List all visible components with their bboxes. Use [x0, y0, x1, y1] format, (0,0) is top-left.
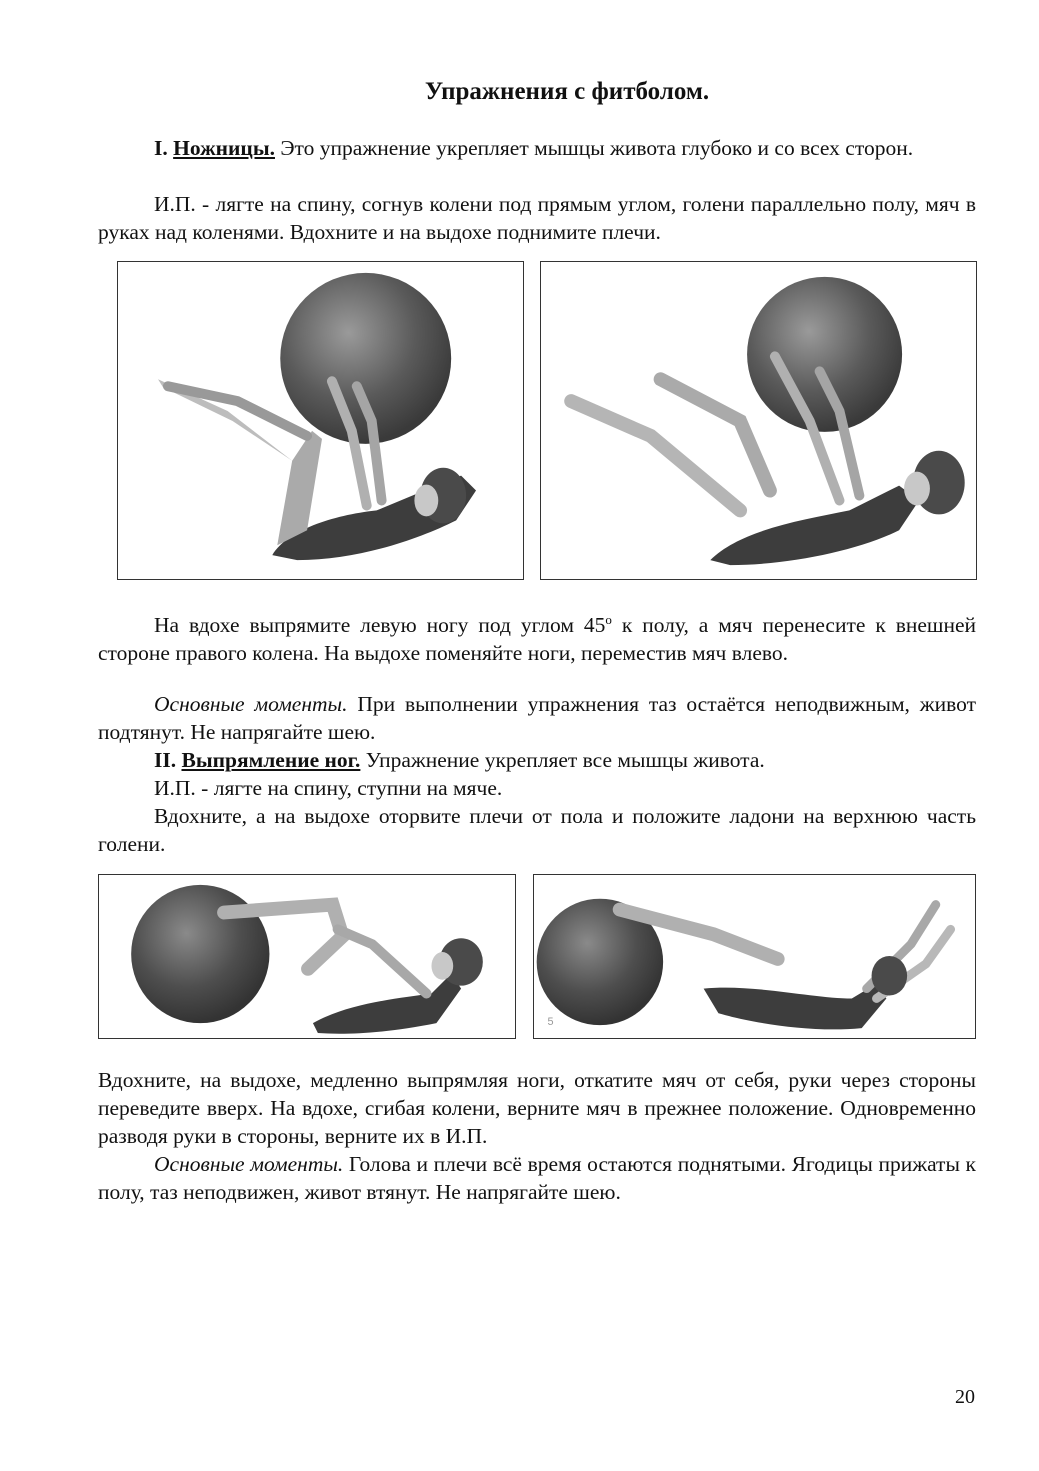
section1-number: I. — [154, 136, 168, 160]
section1-name: Ножницы. — [173, 136, 275, 160]
section2-intro-text: Упражнение укрепляет все мышцы живота. — [360, 748, 765, 772]
section1-instruction — [98, 606, 976, 667]
instruction-text-b: к полу, а мяч перенесите к внешней стороне правого колена. На выдохе поменяйте ноги, переместив мяч влево. — [98, 613, 976, 666]
section1-start-position: И.П. - лягте на спину, согнув колени под прямым углом, голени параллельно полу, мяч в руках над коленями. Вдохните и на выдохе поднимите плечи. — [98, 192, 976, 244]
section2-start-position: И.П. - лягте на спину, ступни на мяче. — [154, 776, 503, 800]
instruction-text-a: На вдохе выпрямите левую ногу под углом 45 — [154, 613, 606, 638]
section2-intro — [98, 746, 976, 774]
section2-key-points — [98, 1150, 976, 1206]
exercise-illustration — [99, 875, 515, 1038]
exercise-photo-scissors-start — [117, 261, 524, 580]
section2-number: II. — [154, 748, 177, 772]
photo-marker: 5 — [547, 1016, 554, 1029]
section2-step1: Вдохните, а на выдохе оторвите плечи от пола и положите ладони на верхнюю часть голени. — [98, 804, 976, 856]
degree-mark: о — [605, 612, 612, 627]
page-title: Упражнения с фитболом. — [424, 78, 710, 105]
exercise-illustration — [118, 262, 523, 579]
exercise-illustration — [534, 875, 975, 1038]
key-points-label: Основные моменты. — [154, 1152, 344, 1176]
section2-name: Выпрямление ног. — [181, 748, 361, 772]
section1-intro — [98, 134, 976, 162]
key-points-text: При выполнении упражнения таз остаётся неподвижным, живот подтянут. Не напрягайте шею. — [98, 692, 977, 744]
section1-key-points — [98, 690, 976, 746]
section1-intro-text: Это упражнение укрепляет мышцы живота глубоко и со всех сторон. — [274, 136, 914, 160]
exercise-photo-scissors-leg-extended — [540, 261, 977, 580]
exercise-photo-leg-straightening-extended — [533, 874, 976, 1039]
section2-step2: Вдохните, на выдохе, медленно выпрямляя ноги, откатите мяч от себя, руки через стороны переведите вверх. На вдохе, сгибая колени, верните мяч в прежнее положение. Одновременно разводя руки в стороны, верните их в И.П. — [98, 1068, 976, 1148]
exercise-photo-leg-straightening-start — [98, 874, 516, 1039]
page-number: 20 — [955, 1386, 975, 1408]
exercise-illustration — [541, 262, 976, 579]
key-points-text: Голова и плечи всё время остаются поднятыми. Ягодицы прижаты к полу, таз неподвижен, живот втянут. Не напрягайте шею. — [98, 1152, 976, 1204]
key-points-label: Основные моменты. — [154, 692, 348, 716]
